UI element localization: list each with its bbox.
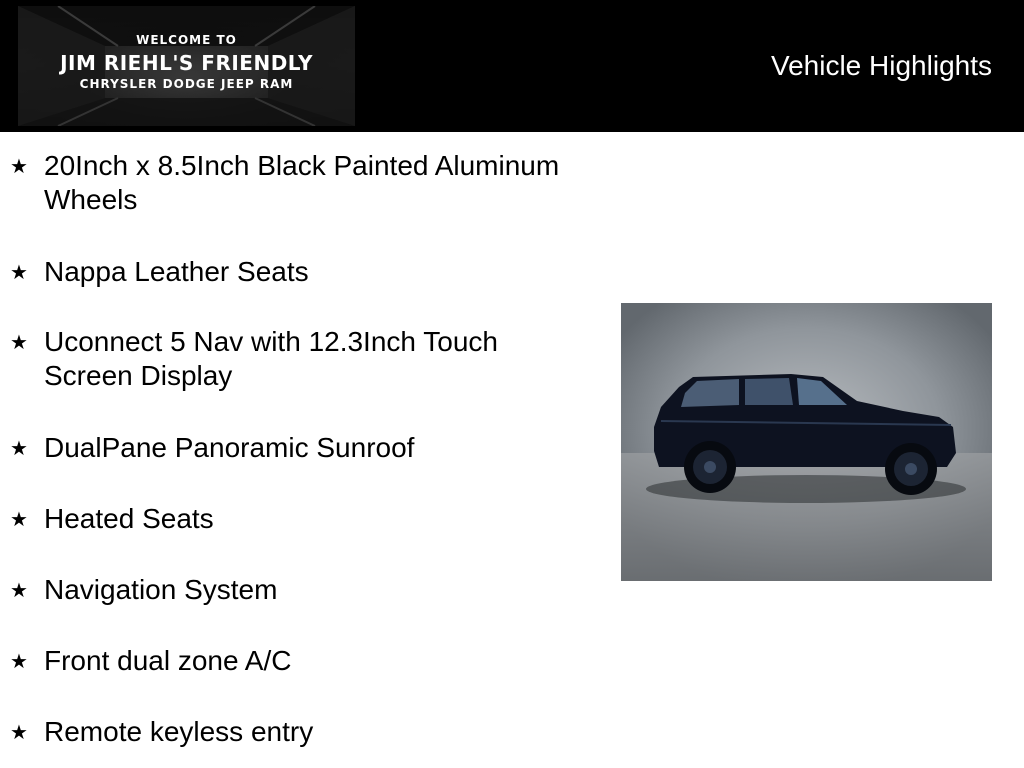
highlight-text: DualPane Panoramic Sunroof [44, 432, 415, 463]
highlight-item [10, 573, 590, 607]
highlight-text: Navigation System [44, 574, 278, 605]
highlight-text: 20Inch x 8.5Inch Black Painted Aluminum Wheels [44, 150, 560, 215]
logo-brands-text: CHRYSLER DODGE JEEP RAM [79, 77, 294, 91]
star-icon: ★ [10, 154, 28, 178]
star-icon: ★ [10, 578, 28, 602]
header-bar [0, 0, 1024, 132]
highlight-item [10, 715, 590, 749]
star-icon: ★ [10, 260, 28, 284]
highlight-text: Uconnect 5 Nav with 12.3Inch Touch Screen Display [44, 326, 498, 391]
star-icon: ★ [10, 436, 28, 460]
star-icon: ★ [10, 507, 28, 531]
highlight-item [10, 644, 590, 678]
dealer-logo [18, 6, 355, 126]
logo-welcome-text: WELCOME TO [136, 33, 237, 47]
page-title: Vehicle Highlights [770, 50, 992, 81]
star-icon: ★ [10, 330, 28, 354]
vehicle-photo [621, 303, 992, 581]
highlight-text: Nappa Leather Seats [44, 256, 309, 287]
highlight-item [10, 149, 590, 217]
highlight-text: Remote keyless entry [44, 716, 314, 747]
highlight-item [10, 255, 590, 289]
suv-image [621, 303, 992, 581]
star-icon: ★ [10, 649, 28, 673]
logo-dealer-name: JIM RIEHL'S FRIENDLY [60, 51, 313, 75]
highlight-item [10, 325, 590, 393]
highlight-text: Front dual zone A/C [44, 645, 292, 676]
highlight-item [10, 431, 590, 465]
highlight-item [10, 502, 590, 536]
star-icon: ★ [10, 720, 28, 744]
highlight-text: Heated Seats [44, 503, 214, 534]
